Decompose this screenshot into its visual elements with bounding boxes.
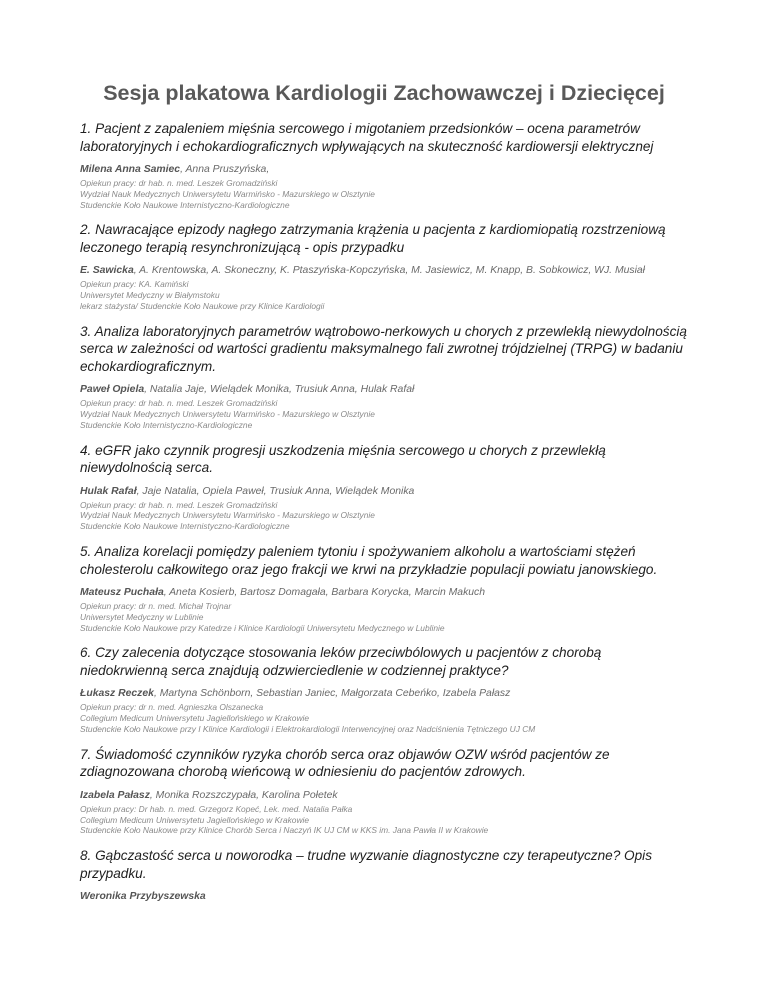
lead-author: Weronika Przybyszewska <box>80 891 206 903</box>
entry-research-group: Studenckie Koło Internistyczno-Kardiologiczne <box>80 419 253 430</box>
entry-authors <box>80 890 688 903</box>
entry-research-group: Studenckie Koło Naukowe przy Katedrze i Klinice Kardiologii Uniwersytetu Medycznego w Lublinie <box>80 622 445 633</box>
poster-entry <box>80 543 688 633</box>
entry-institution: Collegium Medicum Uniwersytetu Jagiellońskiego w Krakowie <box>80 814 310 825</box>
entry-research-group: Studenckie Koło Naukowe Internistyczno-Kardiologiczne <box>80 521 290 532</box>
entry-supervisor: Opiekun pracy: KA. Kamiński <box>80 279 189 290</box>
co-authors: , Monika Rozszczypała, Karolina Połetek <box>149 789 338 801</box>
entry-research-group: lekarz stażysta/ Studenckie Koło Naukowe przy Klinice Kardiologii <box>80 300 325 311</box>
entry-supervisor: Opiekun pracy: dr hab. n. med. Leszek Gromadziński <box>80 499 278 510</box>
co-authors: , Anna Pruszyńska, <box>180 164 270 175</box>
lead-author: Paweł Opiela <box>80 384 145 396</box>
entry-authors <box>80 383 688 396</box>
entry-authors <box>80 163 688 176</box>
lead-author: Mateusz Puchała <box>80 587 164 599</box>
entry-title: 1. Pacjent z zapaleniem mięśnia sercowego i migotaniem przedsionków – ocena parametrów laboratoryjnych i echokardiograficznych wpływających na skuteczność kardiowersji elektrycznej <box>80 121 654 154</box>
poster-entry <box>80 120 688 210</box>
entry-authors <box>80 586 688 599</box>
co-authors: , Martyna Schönborn, Sebastian Janiec, Małgorzata Cebeńko, Izabela Pałasz <box>153 688 511 700</box>
entry-institution: Collegium Medicum Uniwersytetu Jagiellońskiego w Krakowie <box>80 713 310 724</box>
lead-author: Łukasz Reczek <box>80 688 154 700</box>
entry-research-group: Studenckie Koło Naukowe Internistyczno-Kardiologiczne <box>80 199 290 210</box>
entry-institution: Uniwersytet Medyczny w Lublinie <box>80 611 204 622</box>
lead-author: Hulak Rafał <box>80 485 137 497</box>
poster-entry <box>80 442 688 532</box>
co-authors: , Jaje Natalia, Opiela Paweł, Trusiuk Anna, Wielądek Monika <box>136 485 415 497</box>
entry-authors <box>80 687 688 700</box>
entry-authors <box>80 789 688 802</box>
entry-title: 7. Świadomość czynników ryzyka chorób serca oraz objawów OZW wśród pacjentów ze zdiagnozowana chorobą wieńcową w odniesieniu do pacjentów zdrowych. <box>80 746 610 780</box>
lead-author: Izabela Pałasz <box>80 789 150 801</box>
entry-supervisor: Opiekun pracy: dr hab. n. med. Leszek Gromadziński <box>80 178 278 188</box>
entry-supervisor: Opiekun pracy: dr hab. n. med. Leszek Gromadziński <box>80 398 278 409</box>
entry-title: 5. Analiza korelacji pomiędzy paleniem tytoniu i spożywaniem alkoholu a wartościami stężeń cholesterolu całkowitego oraz jego frakcji we krwi na przykładzie populacji powiatu janowskiego. <box>80 544 658 577</box>
entry-authors <box>80 264 688 277</box>
poster-entry <box>80 847 688 903</box>
poster-entry <box>80 644 688 734</box>
co-authors: , Natalia Jaje, Wielądek Monika, Trusiuk Anna, Hulak Rafał <box>144 384 415 396</box>
lead-author: E. Sawicka <box>80 265 134 277</box>
lead-author: Milena Anna Samiec <box>80 164 181 175</box>
page-title: Sesja plakatowa Kardiologii Zachowawczej i Dziecięcej <box>103 81 665 105</box>
entry-research-group: Studenckie Koło Naukowe przy Klinice Chorób Serca i Naczyń IK UJ CM w KKS im. Jana Pawła II w Krakowie <box>80 825 489 836</box>
co-authors: , A. Krentowska, A. Skoneczny, K. Ptaszyńska-Kopczyńska, M. Jasiewicz, M. Knapp, B. Sobkowicz, WJ. Musiał <box>133 265 645 277</box>
entry-title: 2. Nawracające epizody nagłego zatrzymania krążenia u pacjenta z kardiomiopatią rozstrzeniową leczonego terapią resynchronizującą - opis przypadku <box>80 222 666 255</box>
entry-title: 4. eGFR jako czynnik progresji uszkodzenia mięśnia sercowego u chorych z przewlekłą niewydolnością serca. <box>80 442 606 476</box>
entry-title: 3. Analiza laboratoryjnych parametrów wątrobowo-nerkowych u chorych z przewlekłą niewydolnością serca w zależności od wartości gradientu maksymalnego fali zwrotnej trójdzielnej (TRPG) w badaniu echokardiograficznym. <box>80 323 687 374</box>
entry-institution: Wydział Nauk Medycznych Uniwersytetu Warmińsko - Mazurskiego w Olsztynie <box>80 409 375 420</box>
entry-title: 8. Gąbczastość serca u noworodka – trudne wyzwanie diagnostyczne czy terapeutyczne? Opis przypadku. <box>80 848 652 881</box>
entry-institution: Uniwersytet Medyczny w Białymstoku <box>80 290 220 301</box>
poster-entry <box>80 221 688 311</box>
poster-entry <box>80 746 688 836</box>
co-authors: , Aneta Kosierb, Bartosz Domagała, Barbara Korycka, Marcin Makuch <box>163 587 486 599</box>
entry-research-group: Studenckie Koło Naukowe przy I Klinice Kardiologii i Elektrokardiologii Interwencyjnej oraz Nadciśnienia Tętniczego UJ CM <box>80 724 536 735</box>
entry-supervisor: Opiekun pracy: Dr hab. n. med. Grzegorz Kopeć, Lek. med. Natalia Pałka <box>80 803 353 814</box>
entry-title: 6. Czy zalecenia dotyczące stosowania leków przeciwbólowych u pacjentów z chorobą niedokrwienną serca znajdują odzwierciedlenie w codziennej praktyce? <box>80 645 602 678</box>
entry-institution: Wydział Nauk Medycznych Uniwersytetu Warmińsko - Mazurskiego w Olsztynie <box>80 510 375 521</box>
entry-supervisor: Opiekun pracy: dr n. med. Michał Trojnar <box>80 601 232 612</box>
poster-list <box>80 120 688 903</box>
entry-supervisor: Opiekun pracy: dr n. med. Agnieszka Olszanecka <box>80 702 264 713</box>
poster-entry <box>80 323 688 431</box>
entry-institution: Wydział Nauk Medycznych Uniwersytetu Warmińsko - Mazurskiego w Olsztynie <box>80 188 375 199</box>
entry-authors <box>80 485 688 498</box>
